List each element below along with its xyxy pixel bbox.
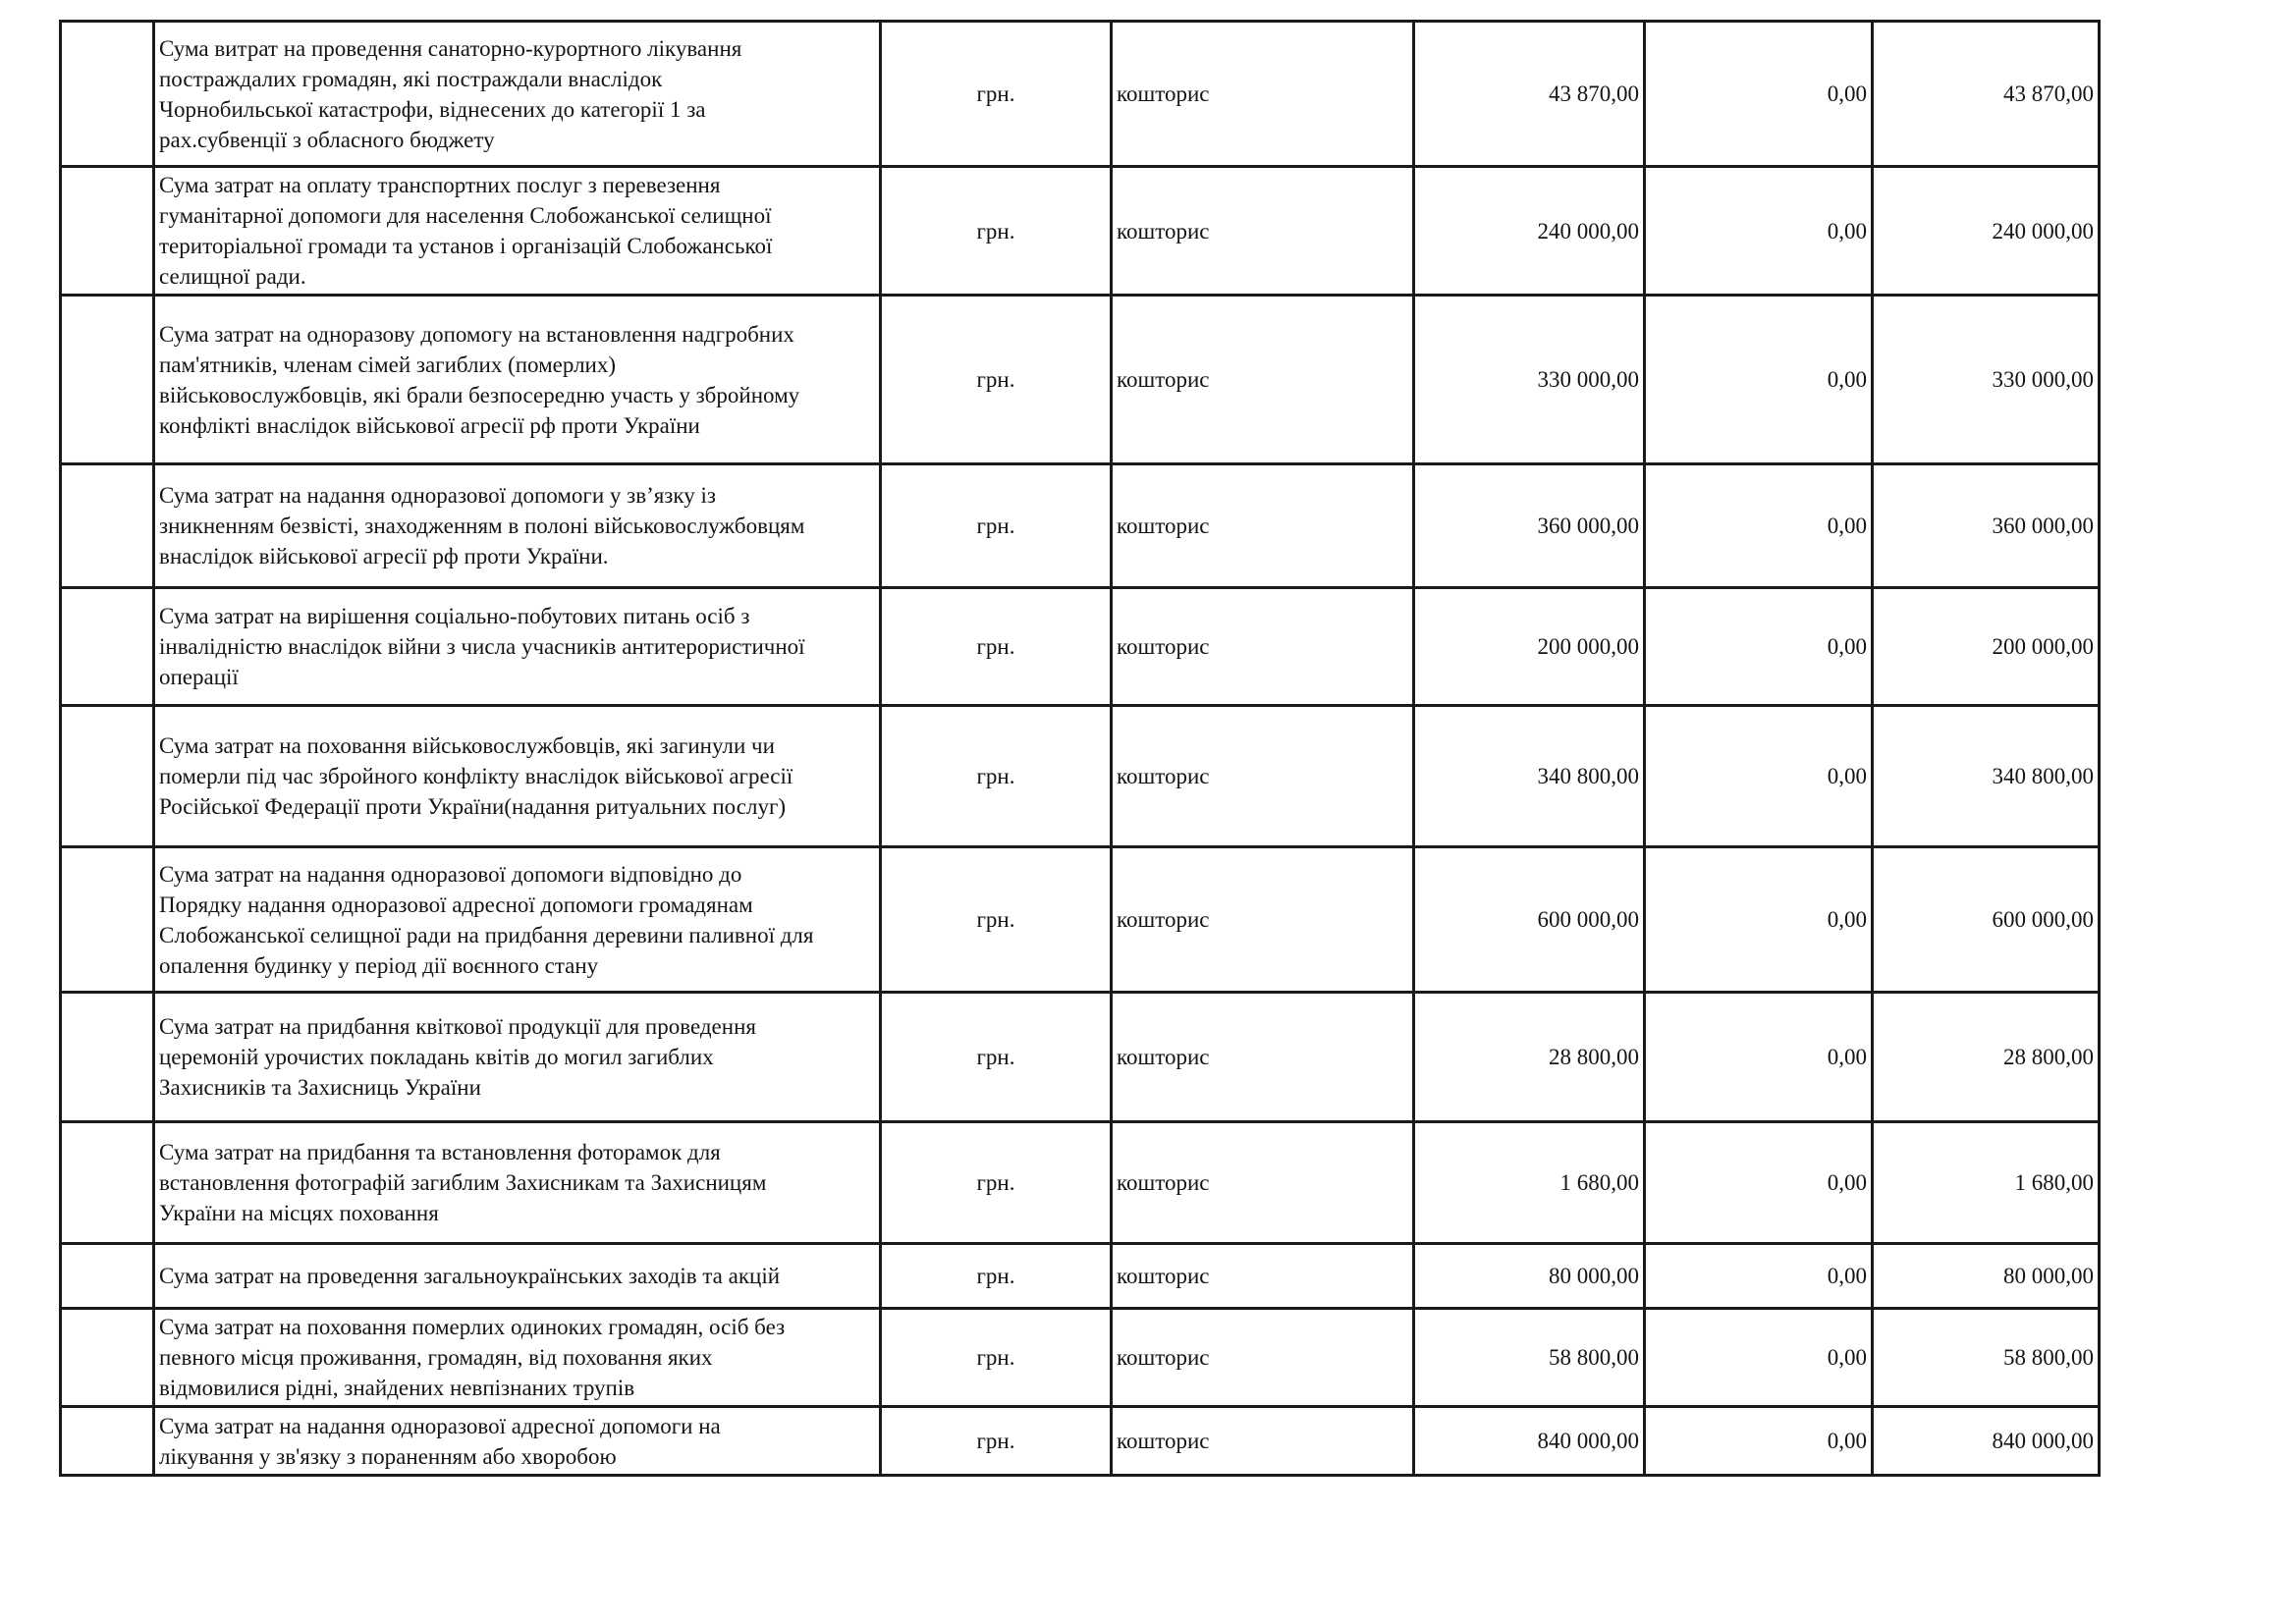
special-fund-cell: 0,00 xyxy=(1645,22,1873,167)
unit-cell: грн. xyxy=(881,1407,1112,1476)
row-number-cell xyxy=(61,1122,154,1244)
source-cell: кошторис xyxy=(1112,464,1414,588)
special-fund-cell: 0,00 xyxy=(1645,296,1873,464)
indicator-name-cell xyxy=(154,706,881,847)
table-row xyxy=(61,1407,2100,1476)
unit-cell: грн. xyxy=(881,1244,1112,1309)
general-fund-cell: 600 000,00 xyxy=(1414,847,1645,993)
indicator-name-cell xyxy=(154,588,881,706)
row-number-cell xyxy=(61,22,154,167)
source-cell: кошторис xyxy=(1112,993,1414,1122)
unit-cell: грн. xyxy=(881,1122,1112,1244)
table-row xyxy=(61,706,2100,847)
total-cell: 240 000,00 xyxy=(1873,167,2100,296)
special-fund-cell: 0,00 xyxy=(1645,1122,1873,1244)
indicator-name-cell xyxy=(154,1309,881,1407)
general-fund-cell: 58 800,00 xyxy=(1414,1309,1645,1407)
general-fund-cell: 200 000,00 xyxy=(1414,588,1645,706)
row-number-cell xyxy=(61,1309,154,1407)
special-fund-cell: 0,00 xyxy=(1645,464,1873,588)
unit-cell: грн. xyxy=(881,1309,1112,1407)
general-fund-cell: 360 000,00 xyxy=(1414,464,1645,588)
indicator-name: Сума затрат на придбання квіткової продукції для проведення церемоній урочистих покладань квітів до могил загиблих Захисників та Захисниць України xyxy=(159,1014,756,1100)
indicator-name-cell xyxy=(154,1244,881,1309)
indicator-name: Сума затрат на надання одноразової адресної допомоги на лікування у зв'язку з пораненням або хворобою xyxy=(159,1413,721,1469)
total-cell: 28 800,00 xyxy=(1873,993,2100,1122)
special-fund-cell: 0,00 xyxy=(1645,706,1873,847)
total-cell: 80 000,00 xyxy=(1873,1244,2100,1309)
special-fund-cell: 0,00 xyxy=(1645,1407,1873,1476)
row-number-cell xyxy=(61,993,154,1122)
general-fund-cell: 330 000,00 xyxy=(1414,296,1645,464)
table-row xyxy=(61,1244,2100,1309)
table-row xyxy=(61,993,2100,1122)
indicator-name: Сума затрат на надання одноразової допомоги відповідно до Порядку надання одноразової адресної допомоги громадянам Слобожанської селищної ради на придбання деревини паливної для опалення будинку у період дії воєнного стану xyxy=(159,861,814,978)
total-cell: 340 800,00 xyxy=(1873,706,2100,847)
unit-cell: грн. xyxy=(881,464,1112,588)
total-cell: 600 000,00 xyxy=(1873,847,2100,993)
unit-cell: грн. xyxy=(881,993,1112,1122)
general-fund-cell: 1 680,00 xyxy=(1414,1122,1645,1244)
indicator-name-cell xyxy=(154,296,881,464)
special-fund-cell: 0,00 xyxy=(1645,1309,1873,1407)
indicator-name: Сума затрат на придбання та встановлення фоторамок для встановлення фотографій загиблим Захисникам та Захисницям України на місцях поховання xyxy=(159,1140,767,1225)
general-fund-cell: 43 870,00 xyxy=(1414,22,1645,167)
indicator-name: Сума затрат на проведення загальноукраїнських заходів та акцій xyxy=(159,1264,781,1288)
indicator-name-cell xyxy=(154,464,881,588)
row-number-cell xyxy=(61,464,154,588)
row-number-cell xyxy=(61,1407,154,1476)
row-number-cell xyxy=(61,296,154,464)
indicator-name: Сума затрат на одноразову допомогу на встановлення надгробних пам'ятників, членам сімей загиблих (померлих) військовослужбовців, які брали безпосередню участь у збройному конфлікті внаслідок військової агресії рф проти України xyxy=(159,321,800,438)
indicator-name: Сума затрат на надання одноразової допомоги у зв’язку із зникненням безвісті, знаходженням в полоні військовослужбовцям внаслідок військової агресії рф проти України. xyxy=(159,483,805,568)
budget-indicators-table xyxy=(59,20,2101,1477)
table-row xyxy=(61,1309,2100,1407)
table-row xyxy=(61,167,2100,296)
table-row xyxy=(61,847,2100,993)
source-cell: кошторис xyxy=(1112,1407,1414,1476)
unit-cell: грн. xyxy=(881,22,1112,167)
special-fund-cell: 0,00 xyxy=(1645,167,1873,296)
unit-cell: грн. xyxy=(881,588,1112,706)
source-cell: кошторис xyxy=(1112,1309,1414,1407)
unit-cell: грн. xyxy=(881,847,1112,993)
table-row xyxy=(61,22,2100,167)
total-cell: 58 800,00 xyxy=(1873,1309,2100,1407)
total-cell: 1 680,00 xyxy=(1873,1122,2100,1244)
general-fund-cell: 840 000,00 xyxy=(1414,1407,1645,1476)
special-fund-cell: 0,00 xyxy=(1645,847,1873,993)
row-number-cell xyxy=(61,1244,154,1309)
source-cell: кошторис xyxy=(1112,706,1414,847)
row-number-cell xyxy=(61,847,154,993)
total-cell: 43 870,00 xyxy=(1873,22,2100,167)
total-cell: 840 000,00 xyxy=(1873,1407,2100,1476)
indicator-name: Сума затрат на поховання військовослужбовців, які загинули чи померли під час збройного конфлікту внаслідок військової агресії Російської Федерації проти України(надання ритуальних послуг) xyxy=(159,733,793,819)
source-cell: кошторис xyxy=(1112,1244,1414,1309)
unit-cell: грн. xyxy=(881,167,1112,296)
indicator-name: Сума затрат на вирішення соціально-побутових питань осіб з інвалідністю внаслідок війни з числа учасників антитерористичної операції xyxy=(159,604,805,689)
special-fund-cell: 0,00 xyxy=(1645,993,1873,1122)
unit-cell: грн. xyxy=(881,706,1112,847)
source-cell: кошторис xyxy=(1112,296,1414,464)
source-cell: кошторис xyxy=(1112,847,1414,993)
row-number-cell xyxy=(61,706,154,847)
unit-cell: грн. xyxy=(881,296,1112,464)
indicator-name: Сума затрат на оплату транспортних послуг з перевезення гуманітарної допомоги для населення Слобожанської селищної територіальної громади та установ і організацій Слобожанської селищної ради. xyxy=(159,173,773,289)
source-cell: кошторис xyxy=(1112,22,1414,167)
total-cell: 200 000,00 xyxy=(1873,588,2100,706)
indicator-name-cell xyxy=(154,22,881,167)
total-cell: 360 000,00 xyxy=(1873,464,2100,588)
source-cell: кошторис xyxy=(1112,1122,1414,1244)
indicator-name: Сума витрат на проведення санаторно-курортного лікування постраждалих громадян, які постраждали внаслідок Чорнобильської катастрофи, віднесених до категорії 1 за рах.субвенції з обласного бюджету xyxy=(159,35,742,152)
table-row xyxy=(61,464,2100,588)
indicator-name-cell xyxy=(154,847,881,993)
table-row xyxy=(61,588,2100,706)
row-number-cell xyxy=(61,588,154,706)
general-fund-cell: 240 000,00 xyxy=(1414,167,1645,296)
general-fund-cell: 340 800,00 xyxy=(1414,706,1645,847)
special-fund-cell: 0,00 xyxy=(1645,588,1873,706)
table-row xyxy=(61,1122,2100,1244)
total-cell: 330 000,00 xyxy=(1873,296,2100,464)
general-fund-cell: 28 800,00 xyxy=(1414,993,1645,1122)
indicator-name: Сума затрат на поховання померлих одиноких громадян, осіб без певного місця проживання, громадян, від поховання яких відмовилися рідні, знайдених невпізнаних трупів xyxy=(159,1315,786,1400)
source-cell: кошторис xyxy=(1112,588,1414,706)
table-row xyxy=(61,296,2100,464)
general-fund-cell: 80 000,00 xyxy=(1414,1244,1645,1309)
indicator-name-cell xyxy=(154,1407,881,1476)
special-fund-cell: 0,00 xyxy=(1645,1244,1873,1309)
row-number-cell xyxy=(61,167,154,296)
source-cell: кошторис xyxy=(1112,167,1414,296)
indicator-name-cell xyxy=(154,167,881,296)
indicator-name-cell xyxy=(154,993,881,1122)
indicator-name-cell xyxy=(154,1122,881,1244)
